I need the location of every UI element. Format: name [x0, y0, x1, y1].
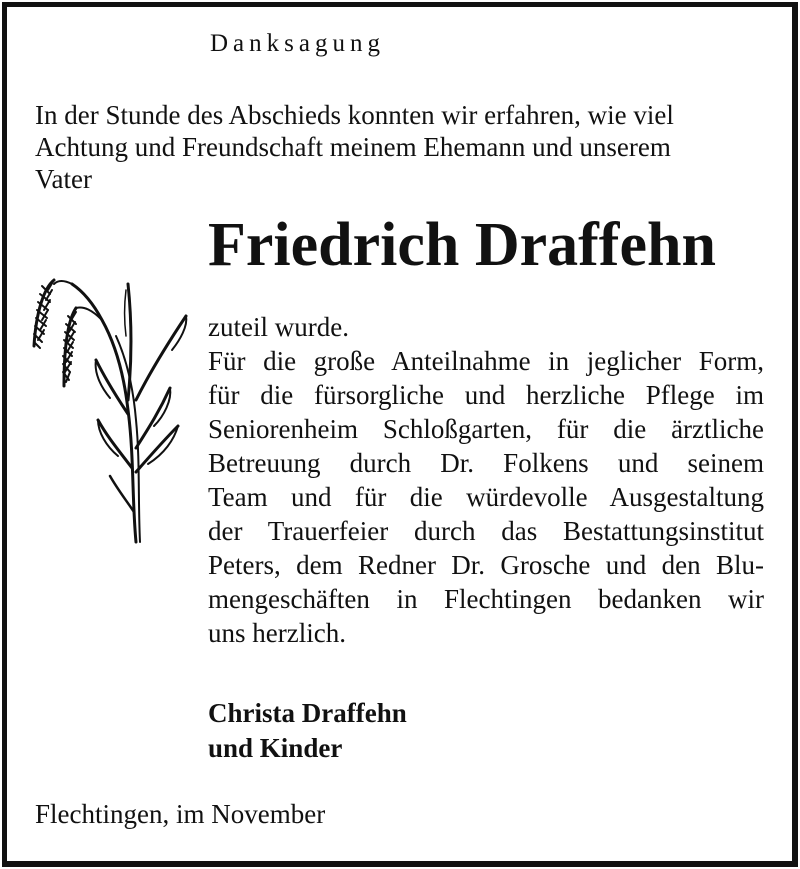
body-line: Betreuung durch Dr. Folkens und seinem: [208, 448, 764, 478]
body-line: Peters, dem Redner Dr. Grosche und den Blu-: [208, 550, 764, 580]
intro-line: Achtung und Freundschaft meinem Ehemann und unserem: [35, 132, 671, 162]
body-line: Team und für die würdevolle Ausgestaltung: [208, 482, 764, 512]
body-line: Seniorenheim Schloßgarten, für die ärztliche: [208, 414, 764, 444]
thanks-paragraph: [208, 310, 764, 650]
intro-line: Vater: [35, 164, 92, 194]
body-line: für die fürsorgliche und herzliche Pflege im: [208, 380, 764, 410]
notice-heading: Danksagung: [210, 30, 385, 57]
deceased-name: Friedrich Draffehn: [208, 211, 716, 279]
intro-paragraph: [35, 99, 765, 195]
body-line: der Trauerfeier durch das Bestattungsinstitut: [208, 516, 764, 546]
grain-stalk-icon: [28, 250, 198, 550]
body-line: uns herzlich.: [208, 618, 346, 648]
body-line: mengeschäften in Flechtingen bedanken wir: [208, 584, 764, 614]
place-date: Flechtingen, im November: [35, 799, 326, 829]
signature-line: und Kinder: [208, 733, 343, 763]
signature-line: Christa Draffehn: [208, 698, 407, 728]
body-line: Für die große Anteilnahme in jeglicher Form,: [208, 346, 764, 376]
body-line: zuteil wurde.: [208, 312, 349, 342]
intro-line: In der Stunde des Abschieds konnten wir erfahren, wie viel: [35, 100, 674, 130]
signature-block: [208, 696, 407, 766]
